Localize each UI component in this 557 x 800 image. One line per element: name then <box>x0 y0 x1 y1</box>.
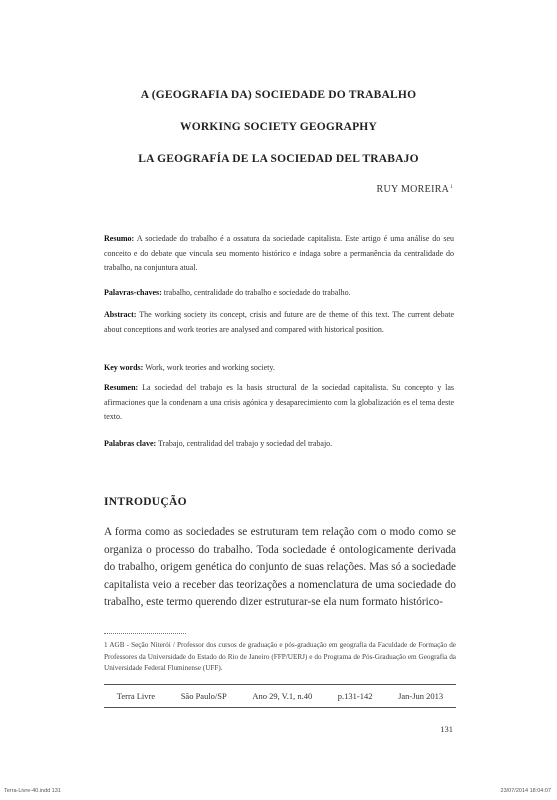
section-heading: INTRODUÇÃO <box>104 496 187 508</box>
palabras-clave <box>104 437 454 452</box>
palavras-text: trabalho, centralidade do trabalho e sociedade do trabalho. <box>163 288 351 297</box>
abstract-label: Abstract: <box>104 310 137 319</box>
print-file-info: Terra-Livre-40.indd 131 <box>4 788 61 794</box>
palabras-text: Trabajo, centralidad del trabajo y sociedad del trabajo. <box>158 439 333 448</box>
author-footnote-ref: 1 <box>450 185 453 190</box>
journal-info-bar <box>104 684 456 708</box>
author-name: RUY MOREIRA <box>376 184 450 195</box>
journal-volume: Ano 29, V.1, n.40 <box>252 691 313 701</box>
journal-date: Jan-Jun 2013 <box>398 691 444 701</box>
resumo <box>104 232 454 276</box>
journal-pages: p.131-142 <box>337 691 373 701</box>
palavras-label: Palavras-chaves: <box>104 288 162 297</box>
resumen-label: Resumen: <box>104 383 139 392</box>
palavras-chaves <box>104 286 454 301</box>
body-paragraph: A forma como as sociedades se estruturam tem relação com o modo como se organiza o processo do trabalho. Toda sociedade é ontologicamente derivada do trabalho, origem genética do conjunto de suas relações. Mas só a sociedade capitalista veio a receber das teorizações a nomenclatura de uma sociedade do trabalho, este termo querendo dizer estruturar-se ela num formato histórico- <box>104 526 456 609</box>
resumen <box>104 381 454 425</box>
resumen-text: La sociedad del trabajo es la basis structural de la sociedad capitalista. Su concepto y las afirmaciones que la condenam a una crisis agónica y desaparecimiento com la globalización es el tema deste texto. <box>104 383 455 421</box>
print-timestamp: 23/07/2014 18:04:07 <box>500 788 551 794</box>
footnote: 1 AGB - Seção Niterói / Professor dos cursos de graduação e pós-graduação em geografia da Faculdade de Formação de Professores da Universidade do Estado do Rio de Janeiro (FFP/UERJ) e do Programa de Pós-Graduação em Geografia da Universidade Federal Fluminense (UFF). <box>104 641 456 672</box>
journal-city: São Paulo/SP <box>180 691 227 701</box>
abstract-text: The working society its concept, crisis and future are de theme of this text. The current debate about conceptions and work teories are analysed and compared with historical position. <box>104 310 455 334</box>
abstract <box>104 308 454 337</box>
resumo-text: A sociedade do trabalho é a ossatura da sociedade capitalista. Este artigo é uma análise do seu conceito e do debate que vincula seu momento histórico e indaga sobre a permanência da centralidade do trabalho, na conjuntura atual. <box>104 234 455 272</box>
title-spanish: LA GEOGRAFÍA DE LA SOCIEDAD DEL TRABAJO <box>138 153 419 165</box>
journal-name: Terra Livre <box>116 691 156 701</box>
resumo-label: Resumo: <box>104 234 135 243</box>
keywords-text: Work, work teories and working society. <box>145 363 275 372</box>
title-english: WORKING SOCIETY GEOGRAPHY <box>180 121 377 133</box>
keywords-label: Key words: <box>104 363 144 372</box>
author <box>377 184 453 195</box>
footnote-divider <box>104 633 186 634</box>
palabras-label: Palabras clave: <box>104 439 157 448</box>
page-number: 131 <box>440 724 453 734</box>
keywords <box>104 361 454 376</box>
title-portuguese: A (GEOGRAFIA DA) SOCIEDADE DO TRABALHO <box>140 89 417 101</box>
